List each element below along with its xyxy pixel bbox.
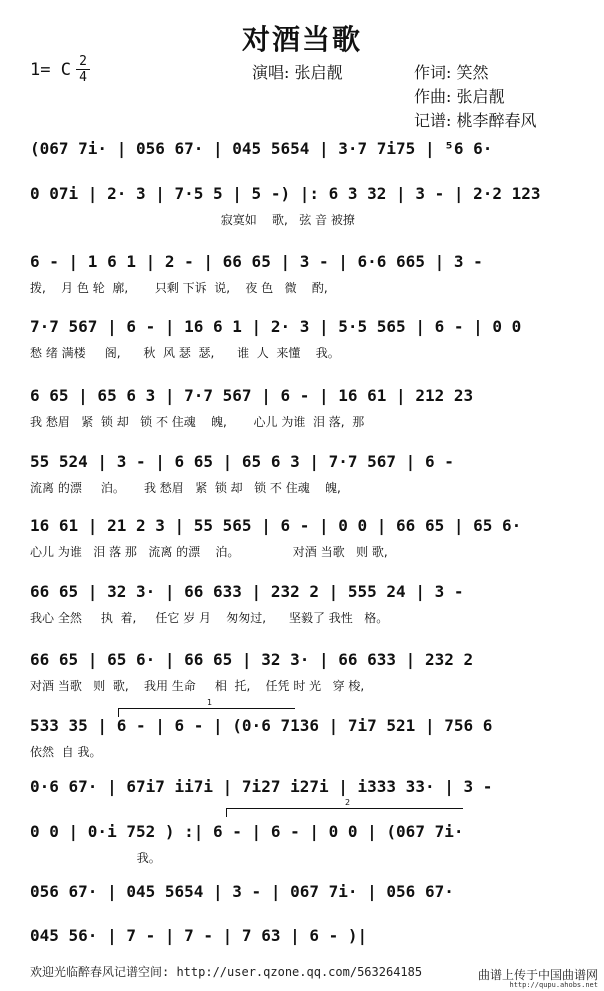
score-system-7: [0, 512, 604, 576]
transcriber-credit: 记谱: 桃李醉春风: [414, 111, 537, 130]
composer-credit: 作曲: 张启靓: [414, 87, 505, 106]
notation-line: 66 65 | 65 6· | 66 65 | 32 3· | 66 633 | 232 2: [30, 650, 474, 669]
lyric-line: 对酒 当歌 则 歌, 我用 生命 相 托, 任凭 时 光 穿 梭,: [30, 679, 365, 693]
lyric-line: 我心 全然 执 着, 任它 岁 月 匆匆过, 坚毅了 我性 格。: [30, 611, 389, 625]
lyric-line: 流离 的漂 泊。 我 愁眉 紧 锁 却 锁 不 住魂 魄,: [30, 481, 341, 495]
first-ending-number: 1: [207, 698, 213, 707]
score-system-2: [0, 180, 604, 244]
score-system-9: [0, 646, 604, 710]
notation-line: 6 65 | 65 6 3 | 7·7 567 | 6 - | 16 61 | 212 23: [30, 386, 474, 405]
score-system-10: [0, 698, 604, 776]
lyric-line: 我 愁眉 紧 锁 却 锁 不 住魂 魄, 心儿 为谁 泪 落, 那: [30, 415, 365, 429]
lyric-line: 依然 自 我。: [30, 745, 102, 759]
key-signature: 1= C: [30, 60, 71, 80]
score-system-12: [0, 798, 604, 882]
lyric-line: 我。: [30, 851, 161, 865]
lyric-line: 心儿 为谁 泪 落 那 流离 的漂 泊。 对酒 当歌 则 歌,: [30, 545, 388, 559]
watermark-url: http://qupu.ahobs.net: [509, 981, 598, 989]
notation-line: 7·7 567 | 6 - | 16 6 1 | 2· 3 | 5·5 565 | 6 - | 0 0: [30, 317, 522, 336]
score-system-6: [0, 448, 604, 512]
lyricist-credit: 作词: 笑然: [414, 63, 489, 82]
notation-line: 0 0 | 0·i 752 ) :| 6 - | 6 - | 0 0 | (067 7i·: [30, 822, 464, 841]
notation-line: 056 67· | 045 5654 | 3 - | 067 7i· | 056 67·: [30, 882, 454, 901]
footer-link-text[interactable]: 欢迎光临醉春风记谱空间: http://user.qzone.qq.com/563264185: [30, 965, 423, 979]
notation-line: 0·6 67· | 67i7 ii7i | 7i27 i27i | i333 33· | 3 -: [30, 777, 493, 796]
meter-bottom: 4: [79, 70, 87, 85]
notation-line: 66 65 | 32 3· | 66 633 | 232 2 | 555 24 | 3 -: [30, 582, 464, 601]
lyric-line: 愁 绪 满楼 阁, 秋 风 瑟 瑟, 谁 人 来懂 我。: [30, 346, 340, 360]
notation-line: 55 524 | 3 - | 6 65 | 65 6 3 | 7·7 567 | 6 -: [30, 452, 454, 471]
score-system-5: [0, 382, 604, 446]
notation-line: 045 56· | 7 - | 7 - | 7 63 | 6 - )|: [30, 926, 368, 945]
notation-line: 16 61 | 21 2 3 | 55 565 | 6 - | 0 0 | 66 65 | 65 6·: [30, 516, 522, 535]
score-system-3: [0, 248, 604, 312]
watermark-text: 曲谱上传于中国曲谱网: [477, 968, 598, 982]
song-title: 对酒当歌: [241, 23, 362, 56]
lyric-line: 拨, 月 色 轮 廓, 只剩 下诉 说, 夜 色 微 酌,: [30, 281, 328, 295]
singer-credit: 演唱: 张启靓: [252, 63, 343, 82]
second-ending-number: 2: [345, 798, 351, 807]
notation-line: 533 35 | 6 - | 6 - | (0·6 7136 | 7i7 521 | 756 6: [30, 716, 493, 735]
meter-top: 2: [79, 54, 87, 69]
score-system-4: [0, 313, 604, 377]
lyric-line: 寂寞如 歌, 弦 音 被撩: [30, 213, 355, 227]
notation-line: 0 07i | 2· 3 | 7·5 5 | 5 -) |: 6 3 32 | 3 - | 2·2 123: [30, 184, 541, 203]
notation-line: 6 - | 1 6 1 | 2 - | 66 65 | 3 - | 6·6 665 | 3 -: [30, 252, 483, 271]
notation-line: (067 7i· | 056 67· | 045 5654 | 3·7 7i75 | ⁵6 6·: [30, 139, 493, 158]
second-ending-bracket: [226, 798, 463, 817]
score-system-8: [0, 578, 604, 642]
